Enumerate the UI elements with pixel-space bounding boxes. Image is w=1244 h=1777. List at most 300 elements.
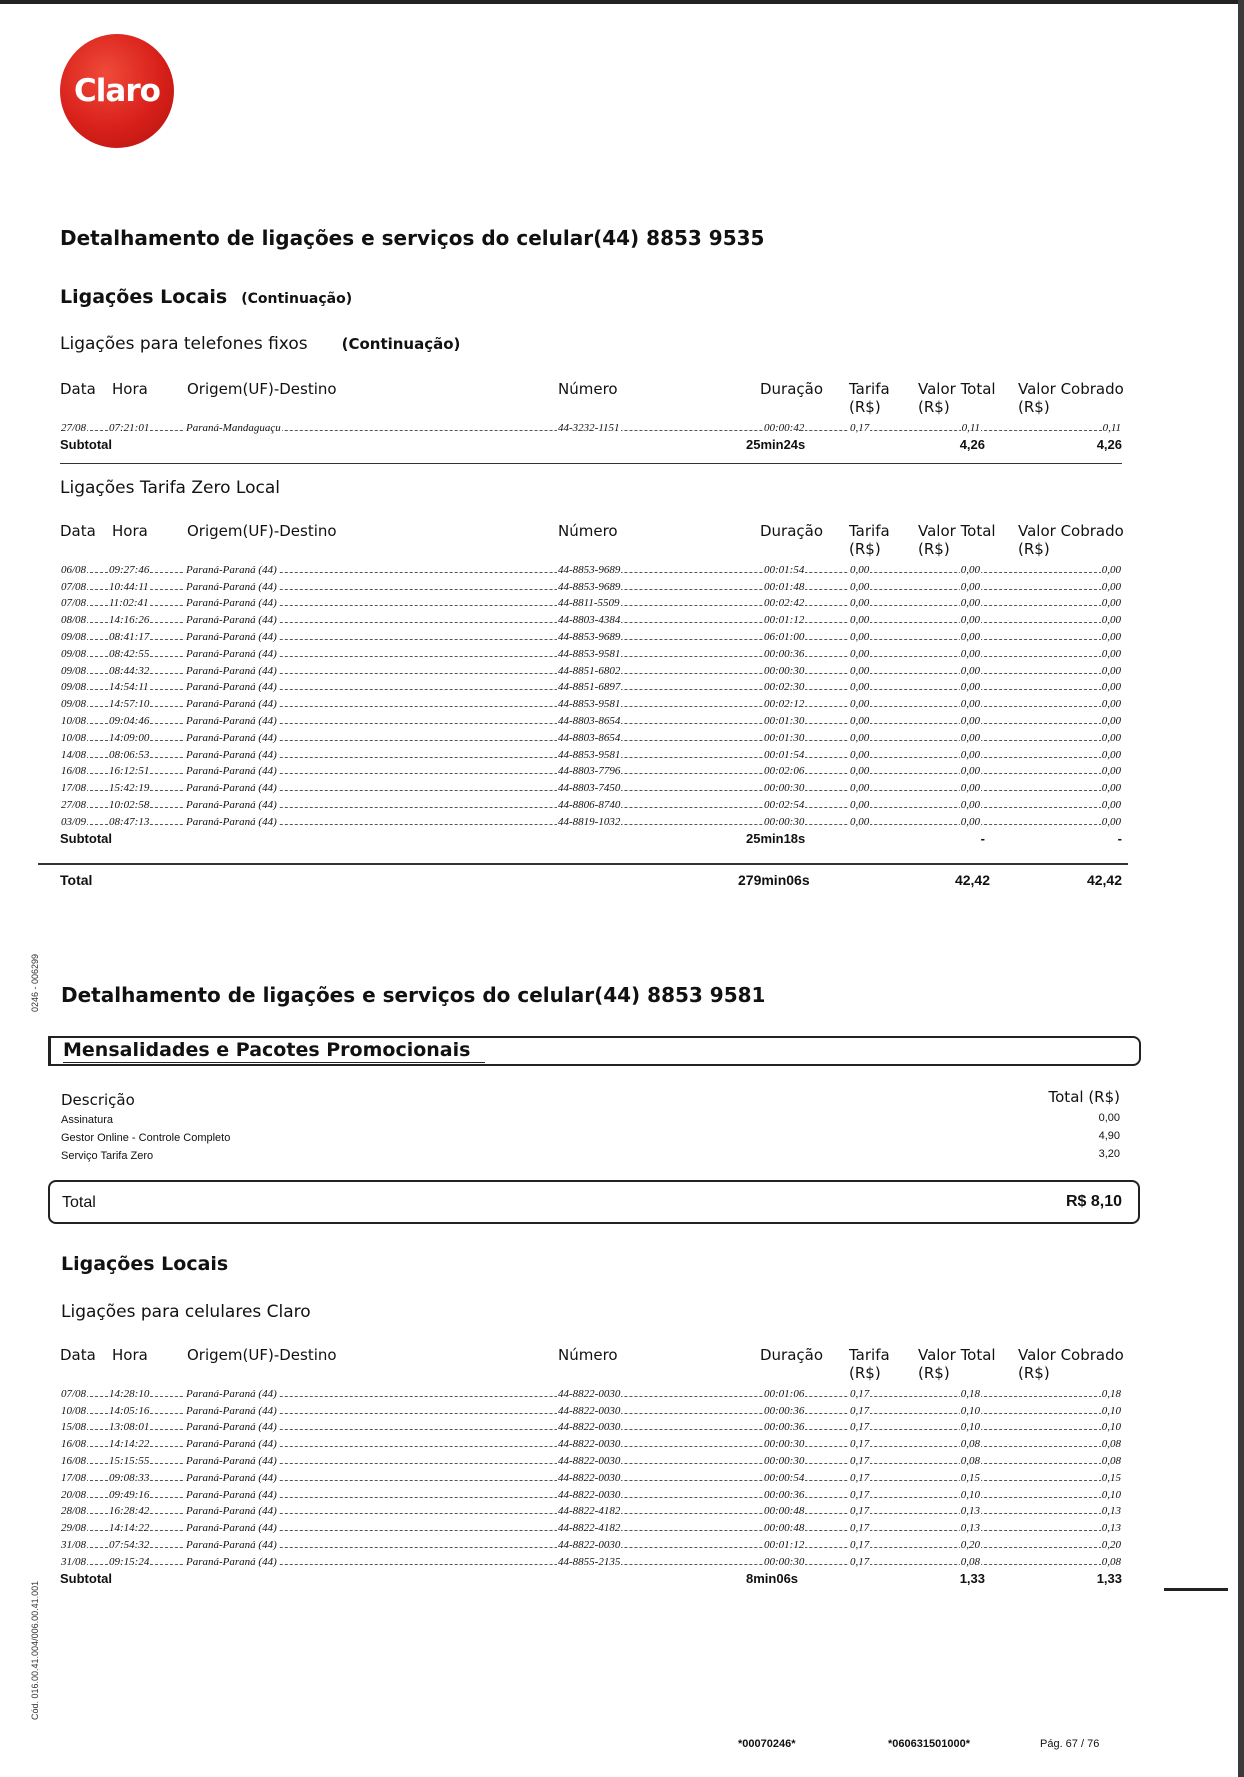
row-valor-total: 0,00: [960, 647, 980, 660]
row-origem: Paraná-Paraná (44): [186, 782, 277, 795]
claro-logo: [60, 34, 174, 148]
row-origem: Paraná-Paraná (44): [186, 563, 277, 576]
row-tarifa: 0,00: [850, 782, 870, 795]
row-valor-cobrado: 0,00: [1101, 782, 1121, 795]
row-tarifa: 0,00: [850, 681, 870, 694]
divider: [60, 463, 1122, 464]
table-row: [60, 678, 1122, 695]
row-hora: 14:14:22: [109, 1438, 150, 1451]
row-valor-total: 0,00: [960, 731, 980, 744]
row-valor-cobrado: 0,13: [1101, 1522, 1121, 1535]
row-tarifa: 0,17: [850, 1505, 870, 1518]
row-valor-cobrado: 0,00: [1101, 597, 1121, 610]
table-row: [60, 1451, 1122, 1468]
table-row: [60, 661, 1122, 678]
row-tarifa: 0,00: [850, 765, 870, 778]
row-duracao: 00:00:30: [764, 1438, 805, 1451]
row-duracao: 00:00:54: [764, 1471, 805, 1484]
row-duracao: 00:00:30: [764, 815, 805, 828]
row-valor-total: 0,08: [960, 1555, 980, 1568]
row-numero: 44-8853-9689: [558, 563, 621, 576]
row-hora: 07:21:01: [109, 421, 150, 434]
scan-right-border: [1238, 0, 1244, 1777]
section1-title: Detalhamento de ligações e serviços do celular(44) 8853 9535: [60, 226, 765, 250]
table-header: [60, 1346, 1122, 1384]
group-title: Ligações Locais: [60, 286, 228, 308]
row-valor-cobrado: 0,00: [1101, 563, 1121, 576]
mensalidades-box: [48, 1036, 1141, 1066]
row-numero: 44-8822-4182: [558, 1505, 621, 1518]
row-tarifa: 0,00: [850, 714, 870, 727]
row-hora: 09:27:46: [109, 563, 150, 576]
row-valor-total: 0,00: [960, 714, 980, 727]
table-row: [60, 1502, 1122, 1519]
row-numero: 44-8803-4384: [558, 614, 621, 627]
row-data: 09/08: [61, 630, 87, 643]
row-tarifa: 0,00: [850, 698, 870, 711]
col-valor-cobrado: Valor Cobrado (R$): [1018, 380, 1124, 416]
row-valor-total: 0,11: [961, 421, 980, 434]
col-origem: Origem(UF)-Destino: [187, 522, 337, 540]
row-valor-total: 0,20: [960, 1538, 980, 1551]
row-data: 07/08: [61, 1387, 87, 1400]
subtotal-valor-total: 4,26: [959, 436, 985, 452]
table-row: [60, 778, 1122, 795]
total-value: R$ 8,10: [1065, 1193, 1122, 1210]
row-data: 17/08: [61, 1471, 87, 1484]
col-hora: Hora: [112, 380, 148, 398]
subtotal-duracao: 25min24s: [746, 436, 806, 452]
row-origem: Paraná-Paraná (44): [186, 1471, 277, 1484]
row-valor-total: 0,18: [960, 1387, 980, 1400]
row-origem: Paraná-Paraná (44): [186, 1538, 277, 1551]
row-duracao: 00:01:12: [764, 1538, 805, 1551]
row-origem: Paraná-Paraná (44): [186, 580, 277, 593]
scan-top-border: [0, 0, 1244, 4]
row-data: 31/08: [61, 1538, 87, 1551]
row-origem: Paraná-Paraná (44): [186, 1454, 277, 1467]
col-numero: Número: [558, 522, 618, 540]
subtotal-label: Subtotal: [60, 1570, 112, 1586]
footer-code-1: *00070246*: [738, 1738, 796, 1750]
row-tarifa: 0,00: [850, 614, 870, 627]
row-hora: 07:54:32: [109, 1538, 150, 1551]
table-row: [60, 762, 1122, 779]
row-hora: 08:42:55: [109, 647, 150, 660]
row-hora: 09:15:24: [109, 1555, 150, 1568]
row-data: 14/08: [61, 748, 87, 761]
table-row: [60, 812, 1122, 829]
row-data: 10/08: [61, 1404, 87, 1417]
row-origem: Paraná-Paraná (44): [186, 1555, 277, 1568]
table-row: [60, 610, 1122, 627]
row-origem: Paraná-Paraná (44): [186, 681, 277, 694]
item-desc: Assinatura: [61, 1114, 113, 1126]
row-tarifa: 0,00: [850, 580, 870, 593]
row-numero: 44-8803-7450: [558, 782, 621, 795]
table-row: [60, 1552, 1122, 1569]
row-hora: 14:54:11: [109, 681, 149, 694]
row-numero: 44-8853-9581: [558, 748, 621, 761]
subtotal-valor-cobrado: -: [1117, 830, 1122, 846]
row-valor-cobrado: 0,10: [1101, 1404, 1121, 1417]
row-valor-cobrado: 0,00: [1101, 765, 1121, 778]
row-valor-total: 0,08: [960, 1438, 980, 1451]
sub1-title: Ligações para telefones fixos: [60, 334, 308, 354]
footer-code-2: *060631501000*: [888, 1738, 970, 1750]
row-numero: 44-8803-8654: [558, 731, 621, 744]
row-origem: Paraná-Paraná (44): [186, 765, 277, 778]
row-valor-cobrado: 0,10: [1101, 1488, 1121, 1501]
total-header: Total (R$): [1048, 1088, 1120, 1106]
row-valor-total: 0,00: [960, 630, 980, 643]
row-valor-cobrado: 0,00: [1101, 664, 1121, 677]
row-numero: 44-8853-9689: [558, 630, 621, 643]
row-hora: 08:06:53: [109, 748, 150, 761]
row-data: 31/08: [61, 1555, 87, 1568]
row-valor-cobrado: 0,00: [1101, 798, 1121, 811]
row-duracao: 00:01:54: [764, 563, 805, 576]
col-origem: Origem(UF)-Destino: [187, 1346, 337, 1364]
row-hora: 09:08:33: [109, 1471, 150, 1484]
row-origem: Paraná-Paraná (44): [186, 698, 277, 711]
row-numero: 44-8819-1032: [558, 815, 621, 828]
row-valor-cobrado: 0,00: [1101, 681, 1121, 694]
row-hora: 15:15:55: [109, 1454, 150, 1467]
col-numero: Número: [558, 380, 618, 398]
row-valor-cobrado: 0,00: [1101, 815, 1121, 828]
row-valor-total: 0,00: [960, 782, 980, 795]
row-numero: 44-8855-2135: [558, 1555, 621, 1568]
sub2-rows: [60, 560, 1122, 829]
section2-table: [60, 1346, 1122, 1587]
row-valor-total: 0,13: [960, 1522, 980, 1535]
row-numero: 44-8822-0030: [558, 1488, 621, 1501]
col-duracao: Duração: [760, 1346, 824, 1364]
table-row: [60, 745, 1122, 762]
row-hora: 14:14:22: [109, 1522, 150, 1535]
row-duracao: 00:00:30: [764, 664, 805, 677]
row-data: 09/08: [61, 698, 87, 711]
sub1-note: (Continuação): [341, 335, 461, 353]
row-origem: Paraná-Paraná (44): [186, 597, 277, 610]
row-data: 03/09: [61, 815, 87, 828]
row-valor-cobrado: 0,00: [1101, 630, 1121, 643]
table-row: [60, 1418, 1122, 1435]
row-data: 09/08: [61, 664, 87, 677]
row-tarifa: 0,17: [850, 1488, 870, 1501]
table-row: [60, 694, 1122, 711]
col-valor-cobrado: Valor Cobrado (R$): [1018, 1346, 1124, 1382]
row-duracao: 00:02:54: [764, 798, 805, 811]
col-data: Data: [60, 522, 96, 540]
item-value: 0,00: [1098, 1112, 1120, 1124]
row-numero: 44-3232-1151: [558, 421, 620, 434]
row-numero: 44-8822-0030: [558, 1454, 621, 1467]
row-duracao: 00:01:30: [764, 714, 805, 727]
row-tarifa: 0,00: [850, 597, 870, 610]
row-data: 16/08: [61, 765, 87, 778]
row-valor-total: 0,10: [960, 1421, 980, 1434]
row-duracao: 00:00:36: [764, 1488, 805, 1501]
row-duracao: 00:00:36: [764, 647, 805, 660]
row-hora: 16:28:42: [109, 1505, 150, 1518]
row-valor-total: 0,00: [960, 765, 980, 778]
row-valor-total: 0,00: [960, 664, 980, 677]
table-row: [60, 711, 1122, 728]
row-numero: 44-8806-8740: [558, 798, 621, 811]
row-numero: 44-8822-0030: [558, 1404, 621, 1417]
row-origem: Paraná-Paraná (44): [186, 1488, 277, 1501]
row-origem: Paraná-Mandaguaçu: [186, 421, 281, 434]
row-data: 15/08: [61, 1421, 87, 1434]
row-valor-total: 0,00: [960, 580, 980, 593]
subtotal-valor-total: -: [980, 830, 985, 846]
side-code-1: 0246 - 006299: [30, 953, 40, 1012]
row-tarifa: 0,17: [850, 1522, 870, 1535]
table-row: [60, 594, 1122, 611]
sub2-title: Ligações Tarifa Zero Local: [60, 478, 280, 498]
box-title: Mensalidades e Pacotes Promocionais: [63, 1039, 471, 1061]
row-numero: 44-8853-9581: [558, 647, 621, 660]
row-origem: Paraná-Paraná (44): [186, 1438, 277, 1451]
row-hora: 10:02:58: [109, 798, 150, 811]
row-hora: 14:16:26: [109, 614, 150, 627]
row-valor-cobrado: 0,15: [1101, 1471, 1121, 1484]
row-tarifa: 0,17: [850, 1387, 870, 1400]
row-valor-cobrado: 0,00: [1101, 714, 1121, 727]
group-note: (Continuação): [241, 291, 353, 307]
subtotal-duracao: 8min06s: [746, 1570, 799, 1586]
row-origem: Paraná-Paraná (44): [186, 1404, 277, 1417]
table-header: [60, 380, 1122, 418]
table-header: [60, 522, 1122, 560]
row-valor-total: 0,00: [960, 798, 980, 811]
row-data: 27/08: [61, 421, 87, 434]
table-row: [60, 627, 1122, 644]
row-duracao: 00:00:36: [764, 1421, 805, 1434]
table-row: [60, 1384, 1122, 1401]
row-valor-total: 0,00: [960, 681, 980, 694]
row-origem: Paraná-Paraná (44): [186, 798, 277, 811]
table-row: [60, 1468, 1122, 1485]
sub2-table: [60, 522, 1122, 847]
total-label: Total: [60, 872, 93, 888]
row-tarifa: 0,00: [850, 815, 870, 828]
row-hora: 09:49:16: [109, 1488, 150, 1501]
mensalidades-total-box: [48, 1180, 1140, 1224]
row-data: 10/08: [61, 714, 87, 727]
row-tarifa: 0,17: [850, 1538, 870, 1551]
row-hora: 16:12:51: [109, 765, 150, 778]
row-valor-total: 0,13: [960, 1505, 980, 1518]
row-hora: 14:09:00: [109, 731, 150, 744]
row-tarifa: 0,00: [850, 563, 870, 576]
row-tarifa: 0,00: [850, 798, 870, 811]
row-origem: Paraná-Paraná (44): [186, 664, 277, 677]
row-tarifa: 0,00: [850, 748, 870, 761]
row-data: 10/08: [61, 731, 87, 744]
row-duracao: 00:02:42: [764, 597, 805, 610]
row-origem: Paraná-Paraná (44): [186, 1421, 277, 1434]
item-desc: Gestor Online - Controle Completo: [61, 1132, 231, 1144]
row-numero: 44-8822-0030: [558, 1438, 621, 1451]
row-duracao: 00:00:48: [764, 1505, 805, 1518]
total-duracao: 279min06s: [738, 872, 810, 888]
row-valor-cobrado: 0,00: [1101, 580, 1121, 593]
row-valor-total: 0,08: [960, 1454, 980, 1467]
row-valor-cobrado: 0,13: [1101, 1505, 1121, 1518]
row-origem: Paraná-Paraná (44): [186, 630, 277, 643]
row-data: 06/08: [61, 563, 87, 576]
row-valor-cobrado: 0,10: [1101, 1421, 1121, 1434]
col-hora: Hora: [112, 1346, 148, 1364]
row-tarifa: 0,17: [850, 1438, 870, 1451]
row-valor-cobrado: 0,11: [1102, 421, 1121, 434]
row-data: 09/08: [61, 681, 87, 694]
table-row: [60, 795, 1122, 812]
row-origem: Paraná-Paraná (44): [186, 731, 277, 744]
col-tarifa: Tarifa (R$): [849, 522, 890, 558]
section2-title: Detalhamento de ligações e serviços do celular(44) 8853 9581: [61, 983, 766, 1007]
row-origem: Paraná-Paraná (44): [186, 1387, 277, 1400]
col-duracao: Duração: [760, 380, 824, 398]
row-origem: Paraná-Paraná (44): [186, 748, 277, 761]
row-numero: 44-8822-0030: [558, 1421, 621, 1434]
total-label: Total: [62, 1194, 96, 1211]
section1-group-heading: [60, 286, 352, 308]
row-hora: 13:08:01: [109, 1421, 150, 1434]
row-duracao: 00:00:30: [764, 1555, 805, 1568]
row-hora: 09:04:46: [109, 714, 150, 727]
table-row: [60, 560, 1122, 577]
sub1-subtotal: [60, 435, 1122, 453]
total-valor-cobrado: 42,42: [1086, 872, 1122, 888]
table-row: [60, 1518, 1122, 1535]
row-duracao: 00:00:48: [764, 1522, 805, 1535]
desc-header: Descrição: [61, 1091, 135, 1109]
row-valor-cobrado: 0,18: [1101, 1387, 1121, 1400]
row-duracao: 00:00:42: [764, 421, 805, 434]
row-numero: 44-8803-8654: [558, 714, 621, 727]
row-data: 17/08: [61, 782, 87, 795]
col-tarifa: Tarifa (R$): [849, 380, 890, 416]
row-tarifa: 0,17: [850, 1454, 870, 1467]
row-valor-total: 0,10: [960, 1404, 980, 1417]
table-row: [60, 1535, 1122, 1552]
col-valor-total: Valor Total (R$): [918, 522, 996, 558]
row-hora: 14:57:10: [109, 698, 150, 711]
row-data: 16/08: [61, 1438, 87, 1451]
row-duracao: 00:02:30: [764, 681, 805, 694]
sub1-rows: [60, 418, 1122, 435]
row-valor-cobrado: 0,08: [1101, 1454, 1121, 1467]
row-origem: Paraná-Paraná (44): [186, 815, 277, 828]
row-tarifa: 0,17: [850, 1555, 870, 1568]
col-valor-total: Valor Total (R$): [918, 380, 996, 416]
section2-rows: [60, 1384, 1122, 1569]
col-numero: Número: [558, 1346, 618, 1364]
row-hora: 08:44:32: [109, 664, 150, 677]
row-tarifa: 0,00: [850, 731, 870, 744]
row-data: 08/08: [61, 614, 87, 627]
row-valor-cobrado: 0,00: [1101, 748, 1121, 761]
row-valor-total: 0,00: [960, 614, 980, 627]
row-duracao: 00:01:12: [764, 614, 805, 627]
row-tarifa: 0,17: [850, 1421, 870, 1434]
row-valor-total: 0,00: [960, 698, 980, 711]
row-tarifa: 0,17: [850, 1404, 870, 1417]
page-number: Pág. 67 / 76: [1040, 1738, 1100, 1750]
row-origem: Paraná-Paraná (44): [186, 714, 277, 727]
row-duracao: 00:01:48: [764, 580, 805, 593]
row-origem: Paraná-Paraná (44): [186, 647, 277, 660]
row-valor-total: 0,00: [960, 563, 980, 576]
col-tarifa: Tarifa (R$): [849, 1346, 890, 1382]
sub2-subtotal: [60, 829, 1122, 847]
row-duracao: 00:00:36: [764, 1404, 805, 1417]
row-tarifa: 0,00: [850, 647, 870, 660]
row-valor-cobrado: 0,08: [1101, 1438, 1121, 1451]
row-hora: 08:41:17: [109, 630, 150, 643]
section2-subtotal: [60, 1569, 1122, 1587]
col-hora: Hora: [112, 522, 148, 540]
row-numero: 44-8822-0030: [558, 1471, 621, 1484]
row-valor-cobrado: 0,08: [1101, 1555, 1121, 1568]
row-hora: 15:42:19: [109, 782, 150, 795]
total-valor-total: 42,42: [954, 872, 990, 888]
row-origem: Paraná-Paraná (44): [186, 614, 277, 627]
row-hora: 14:28:10: [109, 1387, 150, 1400]
table-row: [60, 418, 1122, 435]
subtotal-valor-cobrado: 1,33: [1096, 1570, 1122, 1586]
subtotal-valor-cobrado: 4,26: [1096, 436, 1122, 452]
row-valor-cobrado: 0,20: [1101, 1538, 1121, 1551]
row-numero: 44-8851-6897: [558, 681, 621, 694]
row-tarifa: 0,00: [850, 630, 870, 643]
table-row: [60, 577, 1122, 594]
subtotal-valor-total: 1,33: [959, 1570, 985, 1586]
item-value: 4,90: [1098, 1130, 1120, 1142]
subtotal-label: Subtotal: [60, 830, 112, 846]
section2-group-title: Ligações Locais: [61, 1253, 229, 1275]
row-valor-total: 0,15: [960, 1471, 980, 1484]
row-numero: 44-8851-6802: [558, 664, 621, 677]
col-origem: Origem(UF)-Destino: [187, 380, 337, 398]
row-origem: Paraná-Paraná (44): [186, 1522, 277, 1535]
row-duracao: 00:01:06: [764, 1387, 805, 1400]
row-data: 29/08: [61, 1522, 87, 1535]
logo-text: Claro: [74, 73, 160, 109]
margin-mark: [1164, 1588, 1228, 1591]
row-valor-cobrado: 0,00: [1101, 731, 1121, 744]
table-row: [60, 1401, 1122, 1418]
item-value: 3,20: [1098, 1148, 1120, 1160]
item-desc: Serviço Tarifa Zero: [61, 1150, 154, 1162]
row-hora: 10:44:11: [109, 580, 149, 593]
row-numero: 44-8822-0030: [558, 1538, 621, 1551]
col-valor-total: Valor Total (R$): [918, 1346, 996, 1382]
row-valor-cobrado: 0,00: [1101, 647, 1121, 660]
row-numero: 44-8853-9581: [558, 698, 621, 711]
divider: [38, 863, 1128, 865]
row-data: 09/08: [61, 647, 87, 660]
table-row: [60, 1485, 1122, 1502]
row-data: 28/08: [61, 1505, 87, 1518]
row-valor-cobrado: 0,00: [1101, 614, 1121, 627]
row-data: 16/08: [61, 1454, 87, 1467]
row-tarifa: 0,17: [850, 421, 870, 434]
